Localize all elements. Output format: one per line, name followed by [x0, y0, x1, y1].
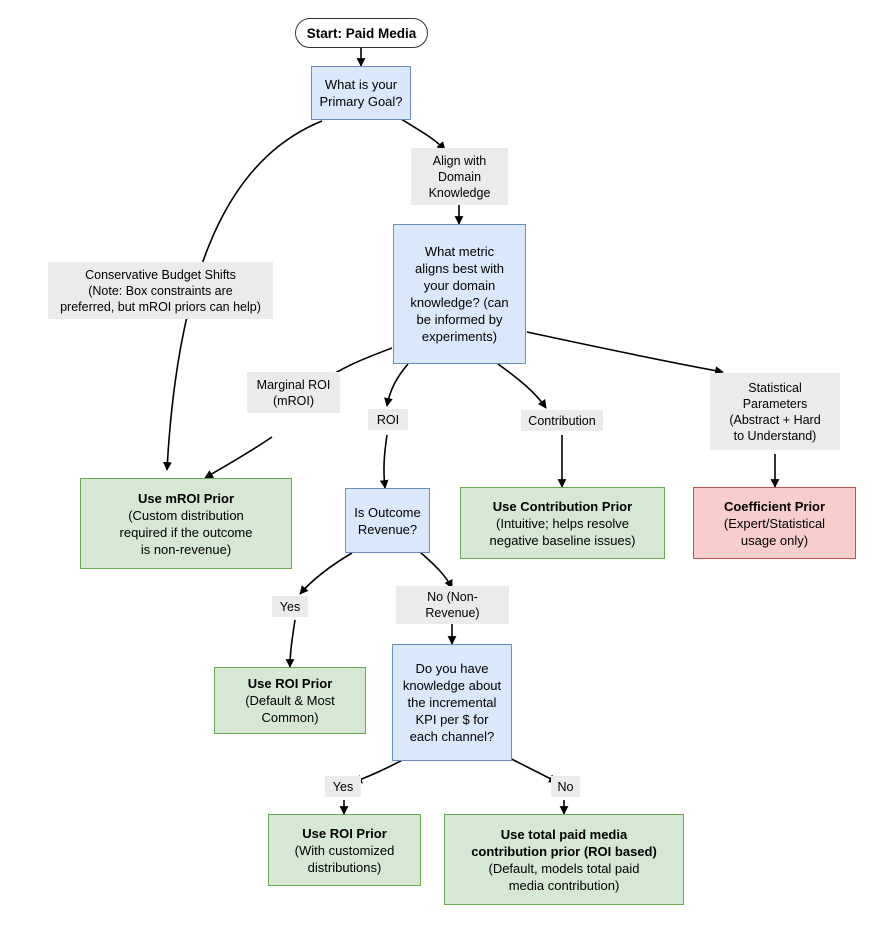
edge-label-yes-kpi [325, 776, 361, 797]
node-incremental-kpi-line-4: each channel? [409, 729, 495, 744]
node-mroi-prior-line-2: required if the outcome [119, 524, 253, 540]
node-mroi-prior-line-1: (Custom distribution [128, 507, 244, 523]
edge-label-conservative-line-1: (Note: Box constraints are [88, 283, 233, 298]
edge-label-yes-revenue [272, 596, 308, 617]
edge-label-statistical-parameters [710, 373, 840, 450]
edge-label-no-kpi [551, 776, 580, 797]
edge-label-conservative-budget-shifts [48, 262, 273, 319]
node-metric-align-line-2: your domain [423, 278, 496, 293]
node-total-paid-media[interactable] [444, 814, 684, 905]
edge-label-conservative-line-0: Conservative Budget Shifts [85, 267, 236, 282]
edge-label-contribution [521, 410, 603, 431]
edge-label-no-kpi-line-0: No [557, 779, 574, 794]
node-incremental-kpi-line-0: Do you have [415, 661, 489, 676]
node-is-outcome-revenue-line-1: Revenue? [357, 521, 418, 537]
node-primary-goal[interactable] [311, 66, 411, 120]
node-metric-align-line-1: aligns best with [415, 261, 504, 276]
edge-label-no-non-revenue-line-0: No (Non- [427, 590, 478, 604]
node-total-paid-media-line-3: media contribution) [508, 877, 620, 893]
node-mroi-prior-line-0: Use mROI Prior [137, 490, 235, 506]
node-coefficient-prior-line-0: Coefficient Prior [723, 498, 826, 514]
edge-label-no-non-revenue [396, 586, 509, 624]
edge-label-statistical-line-1: Parameters [742, 396, 808, 411]
node-roi-prior-default[interactable] [214, 667, 366, 734]
edge-metric-to-contribution-label [498, 364, 546, 408]
edge-primary-goal-to-align-label [401, 119, 445, 150]
node-incremental-kpi-line-3: KPI per $ for [415, 712, 489, 727]
node-metric-align-line-3: knowledge? (can [410, 295, 509, 310]
node-metric-align-line-4: be informed by [416, 312, 503, 327]
node-primary-goal-line-0: What is your [324, 77, 398, 92]
node-contribution-prior-line-2: negative baseline issues) [489, 532, 636, 548]
node-start-line-0: Start: Paid Media [306, 25, 417, 41]
node-mroi-prior-line-3: is non-revenue) [140, 541, 232, 557]
node-coefficient-prior-line-1: (Expert/Statistical [723, 515, 826, 531]
node-total-paid-media-line-2: (Default, models total paid [488, 860, 640, 876]
node-coefficient-prior[interactable] [693, 487, 856, 559]
edge-metric-to-roi-label [387, 364, 408, 406]
edge-metric-to-statistical-label [527, 332, 723, 372]
edge-roi-label-to-outcome [384, 435, 387, 488]
node-incremental-kpi[interactable] [392, 644, 512, 761]
node-contribution-prior-line-1: (Intuitive; helps resolve [496, 515, 629, 531]
node-roi-prior-custom-line-1: (With customized [294, 842, 395, 858]
edge-label-roi [368, 409, 408, 430]
node-is-outcome-revenue-line-0: Is Outcome [354, 504, 421, 520]
node-roi-prior-custom-line-2: distributions) [307, 859, 382, 875]
edge-label-statistical-line-2: (Abstract + Hard [729, 412, 821, 427]
node-roi-prior-default-line-2: Common) [261, 710, 319, 725]
edge-label-align-line-2: Knowledge [428, 185, 491, 200]
node-is-outcome-revenue[interactable] [345, 488, 430, 553]
node-contribution-prior-line-0: Use Contribution Prior [492, 498, 633, 514]
node-primary-goal-line-1: Primary Goal? [319, 94, 403, 109]
edge-label-statistical-line-3: to Understand) [733, 428, 817, 443]
node-start[interactable] [295, 18, 428, 48]
edge-label-roi-line-0: ROI [376, 412, 400, 427]
edge-label-statistical-line-0: Statistical [748, 380, 802, 395]
node-mroi-prior[interactable] [80, 478, 292, 569]
edge-yes-label-to-roi-prior [290, 620, 295, 667]
node-total-paid-media-line-1: contribution prior (ROI based) [471, 843, 657, 859]
edge-label-yes-revenue-line-0: Yes [279, 599, 301, 614]
edge-label-yes-kpi-line-0: Yes [332, 779, 354, 794]
node-roi-prior-custom-line-0: Use ROI Prior [302, 825, 387, 841]
edge-label-no-non-revenue-line-1: Revenue) [425, 606, 480, 620]
edge-label-align-with-domain-knowledge [411, 148, 508, 205]
edge-outcome-to-yes-label [300, 553, 352, 594]
node-metric-align-line-5: experiments) [421, 329, 498, 344]
node-contribution-prior[interactable] [460, 487, 665, 559]
node-incremental-kpi-line-1: knowledge about [402, 678, 502, 693]
edge-marginal-label-to-mroi [205, 437, 272, 478]
edge-label-marginal-line-0: Marginal ROI [256, 377, 331, 392]
node-metric-align-line-0: What metric [424, 244, 495, 259]
node-roi-prior-default-line-1: (Default & Most [245, 693, 335, 708]
node-roi-prior-custom[interactable] [268, 814, 421, 886]
edge-label-marginal-line-1: (mROI) [273, 393, 314, 408]
edge-label-align-line-1: Domain [437, 169, 482, 184]
node-metric-align[interactable] [393, 224, 526, 364]
edge-label-contribution-line-0: Contribution [528, 413, 596, 428]
node-total-paid-media-line-0: Use total paid media [500, 826, 628, 842]
node-roi-prior-default-line-0: Use ROI Prior [247, 676, 333, 691]
node-incremental-kpi-line-2: the incremental [407, 695, 497, 710]
edge-label-align-line-0: Align with [432, 153, 487, 168]
node-coefficient-prior-line-2: usage only) [740, 532, 809, 548]
edge-outcome-to-no-label [420, 552, 452, 588]
edge-label-marginal-roi [247, 372, 340, 413]
edge-label-conservative-line-2: preferred, but mROI priors can help) [60, 299, 261, 314]
